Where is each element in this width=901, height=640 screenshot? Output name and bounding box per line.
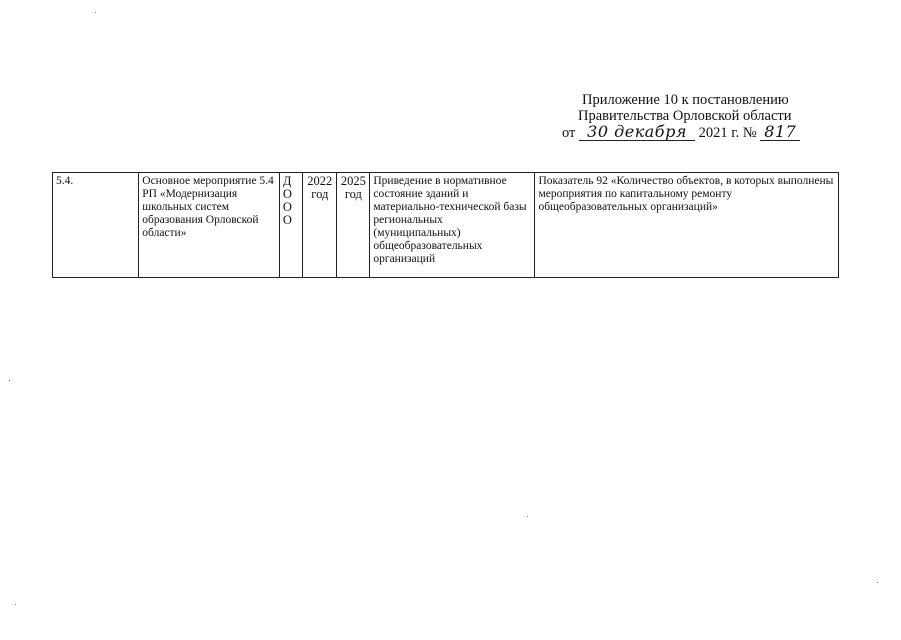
handwritten-number: 817	[760, 124, 800, 141]
appendix-date-line	[540, 124, 840, 141]
executor-cell	[279, 173, 302, 278]
end-year-cell	[337, 173, 370, 278]
appendix-title: Приложение 10 к постановлению	[582, 92, 789, 108]
appendix-header	[540, 92, 840, 141]
indicator-cell: Показатель 92 «Количество объектов, в которых выполнены мероприятия по капитальному ремонту общеобразовательных организаций»	[535, 173, 839, 278]
end-year-unit: год	[344, 187, 362, 201]
scan-speck	[15, 604, 16, 605]
appendix-authority: Правительства Орловской области	[578, 108, 792, 124]
scan-speck	[877, 582, 878, 583]
scan-speck	[527, 516, 528, 517]
start-year-cell	[303, 173, 337, 278]
scan-speck	[9, 380, 10, 381]
expected-result-cell: Приведение в нормативное состояние зданий и материально-технической базы региональных (муниципальных) общеобразовательных организаций	[370, 173, 535, 278]
executor-line: ОО	[282, 200, 292, 227]
scan-speck	[95, 12, 96, 13]
from-label: от	[562, 125, 576, 141]
executor-line: ДО	[282, 174, 292, 201]
handwritten-date: 30 декабря	[579, 124, 695, 141]
start-year: 2022	[307, 174, 333, 188]
start-year-unit: год	[311, 187, 329, 201]
year-number-label: 2021 г. №	[698, 125, 757, 141]
measures-table	[52, 172, 839, 278]
row-number-cell: 5.4.	[53, 173, 139, 278]
table-row	[53, 173, 839, 278]
end-year: 2025	[340, 174, 366, 188]
measure-name-cell: Основное мероприятие 5.4 РП «Модернизация школьных систем образования Орловской области»	[139, 173, 280, 278]
